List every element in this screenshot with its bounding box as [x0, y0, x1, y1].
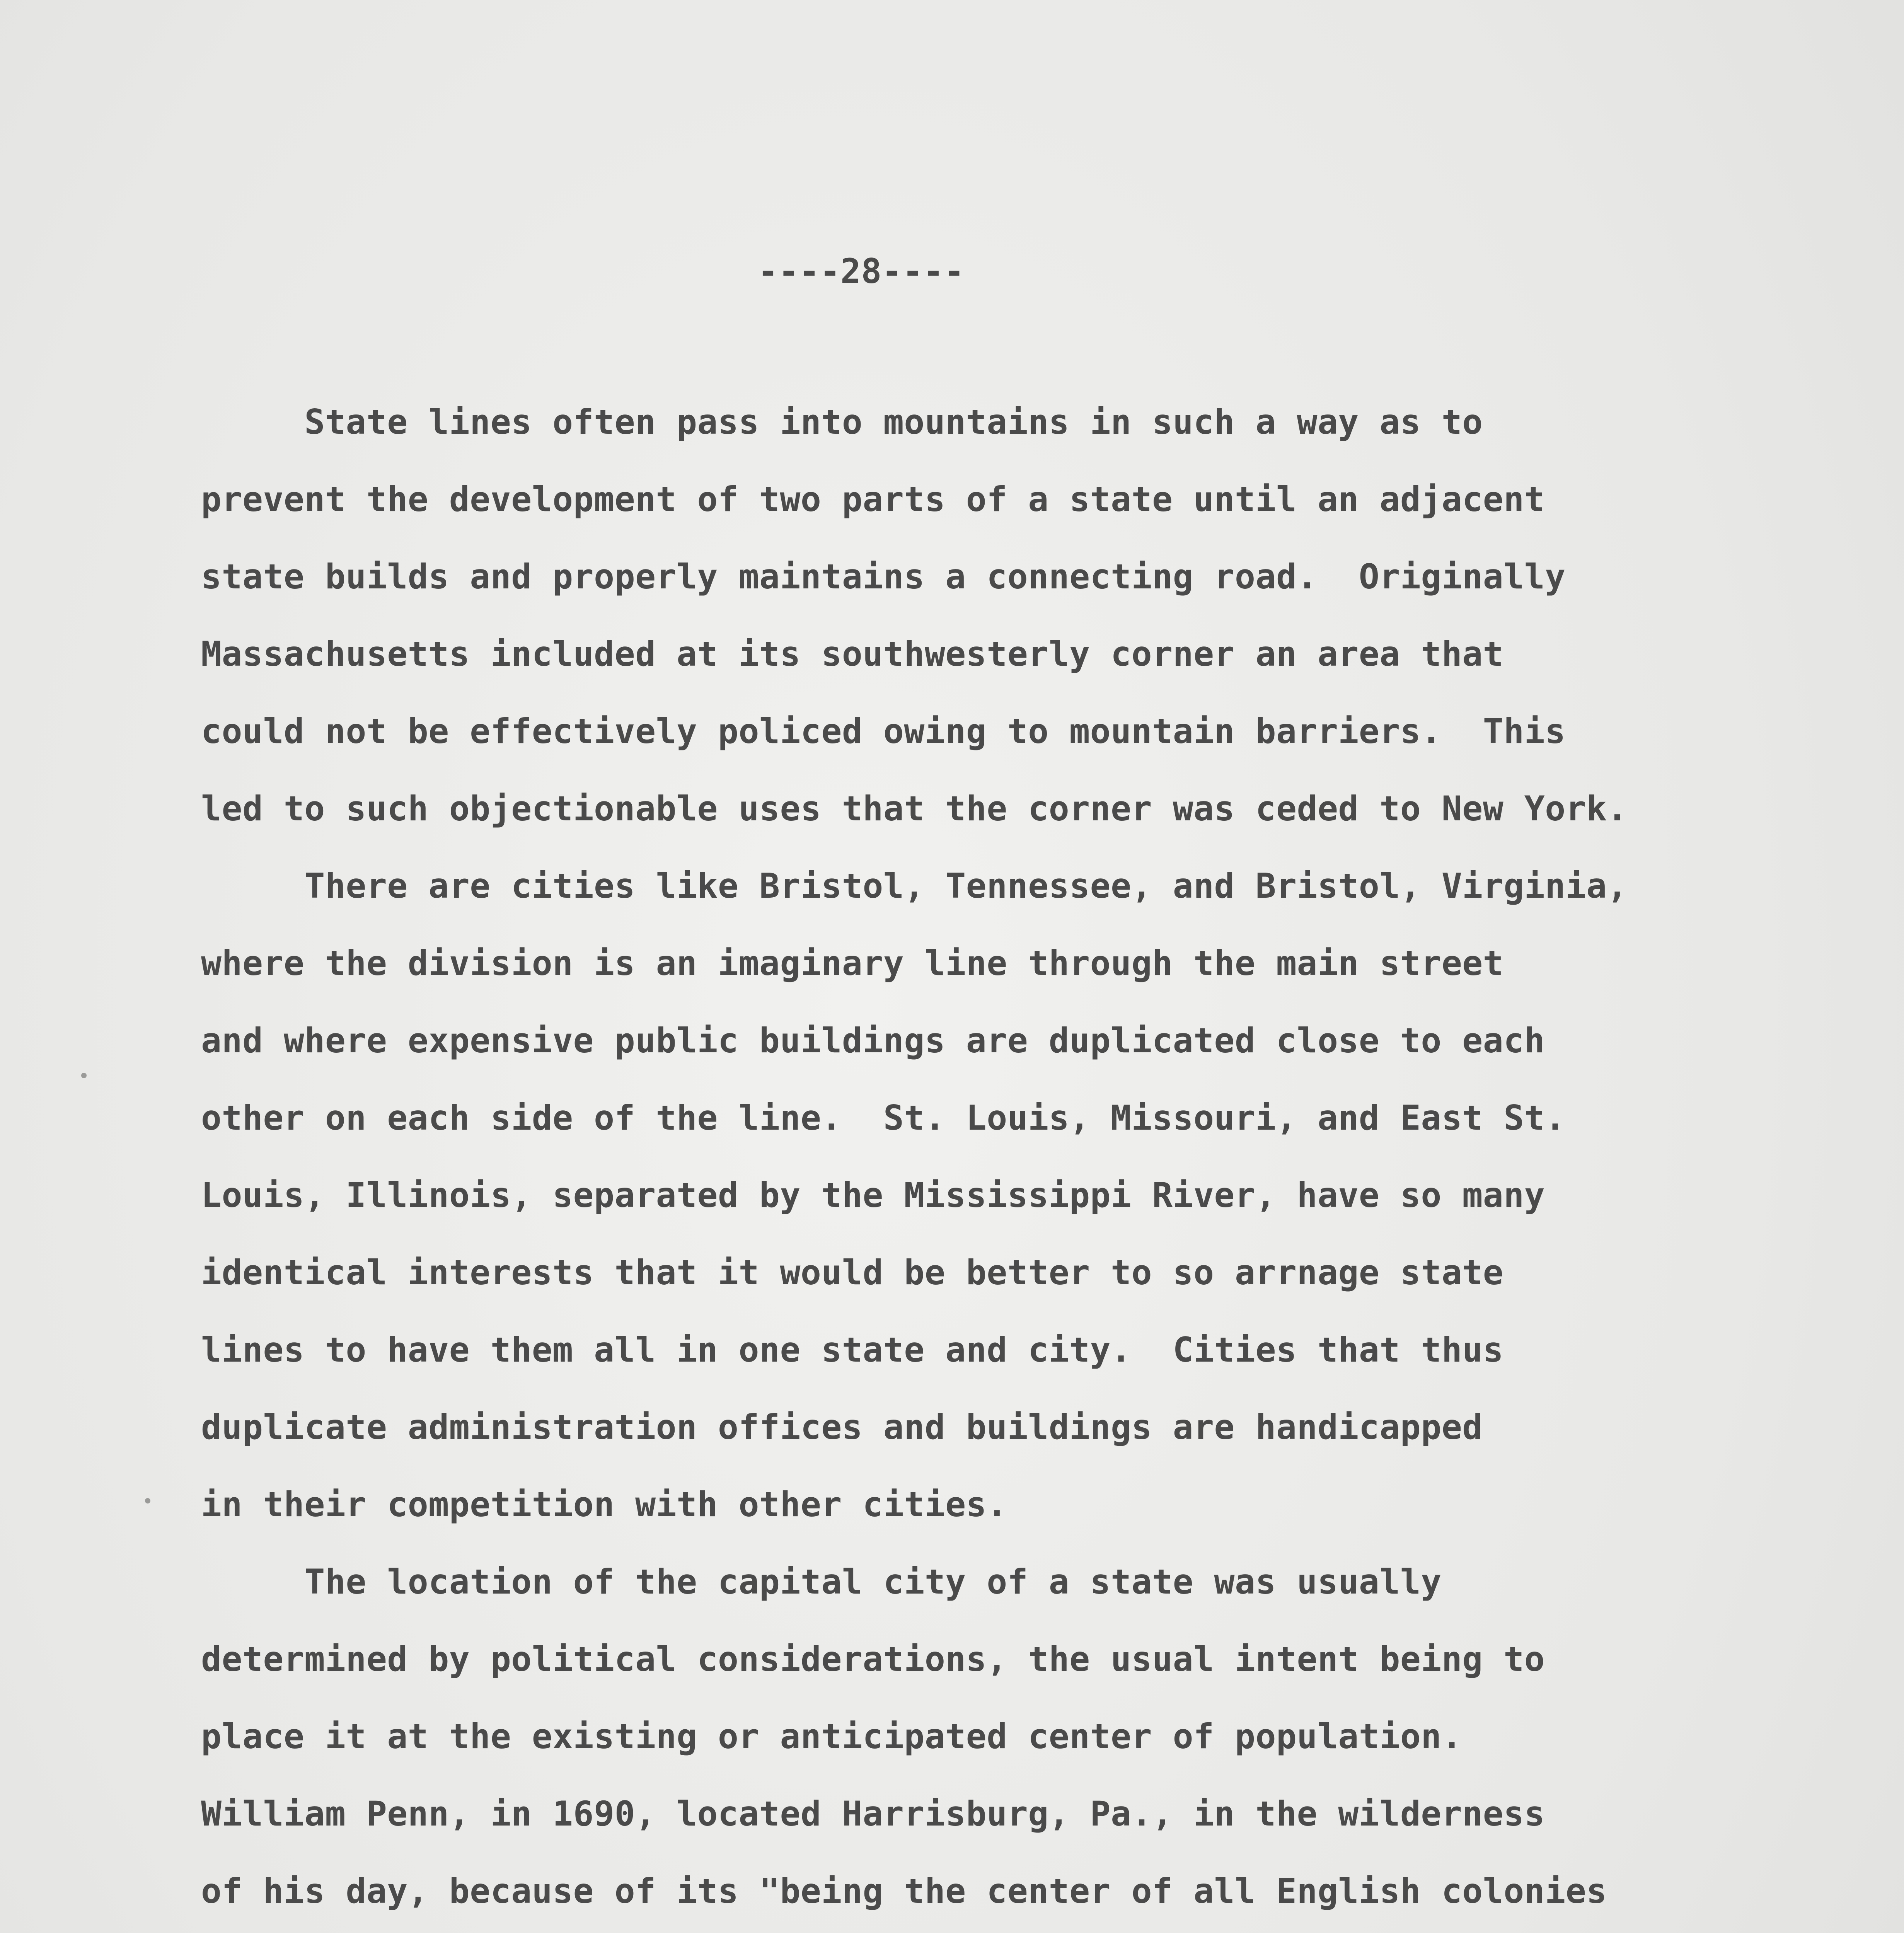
text-line: in their competition with other cities. — [201, 1485, 1007, 1524]
text-line: lines to have them all in one state and city. Cities that thus — [201, 1330, 1504, 1370]
page-number: ----28---- — [758, 251, 965, 291]
paper-speck — [145, 1498, 150, 1503]
text-line: duplicate administration offices and buildings are handicapped — [201, 1407, 1483, 1447]
text-line: determined by political considerations, the usual intent being to — [201, 1639, 1545, 1679]
text-line: identical interests that it would be better to so arrnage state — [201, 1253, 1504, 1292]
text-line: other on each side of the line. St. Louis, Missouri, and East St. — [201, 1098, 1566, 1138]
text-line: prevent the development of two parts of a state until an adjacent — [201, 479, 1545, 519]
text-line: The location of the capital city of a state was usually — [201, 1562, 1442, 1602]
text-line: place it at the existing or anticipated center of population. — [201, 1717, 1463, 1756]
text-line: Massachusetts included at its southwesterly corner an area that — [201, 634, 1504, 674]
text-line: William Penn, in 1690, located Harrisburg, Pa., in the wilderness — [201, 1794, 1545, 1834]
text-line: There are cities like Bristol, Tennessee, and Bristol, Virginia, — [201, 866, 1628, 906]
paper-speck — [81, 1073, 87, 1078]
text-line: Louis, Illinois, separated by the Mississippi River, have so many — [201, 1175, 1545, 1215]
text-line: State lines often pass into mountains in such a way as to — [201, 402, 1483, 442]
text-line: of his day, because of its "being the center of all English colonies — [201, 1871, 1607, 1911]
text-line: could not be effectively policed owing to mountain barriers. This — [201, 711, 1566, 751]
text-line: where the division is an imaginary line through the main street — [201, 943, 1504, 983]
text-line: and where expensive public buildings are duplicated close to each — [201, 1021, 1545, 1060]
text-line: state builds and properly maintains a connecting road. Originally — [201, 557, 1566, 597]
text-line: led to such objectionable uses that the corner was ceded to New York. — [201, 789, 1628, 828]
